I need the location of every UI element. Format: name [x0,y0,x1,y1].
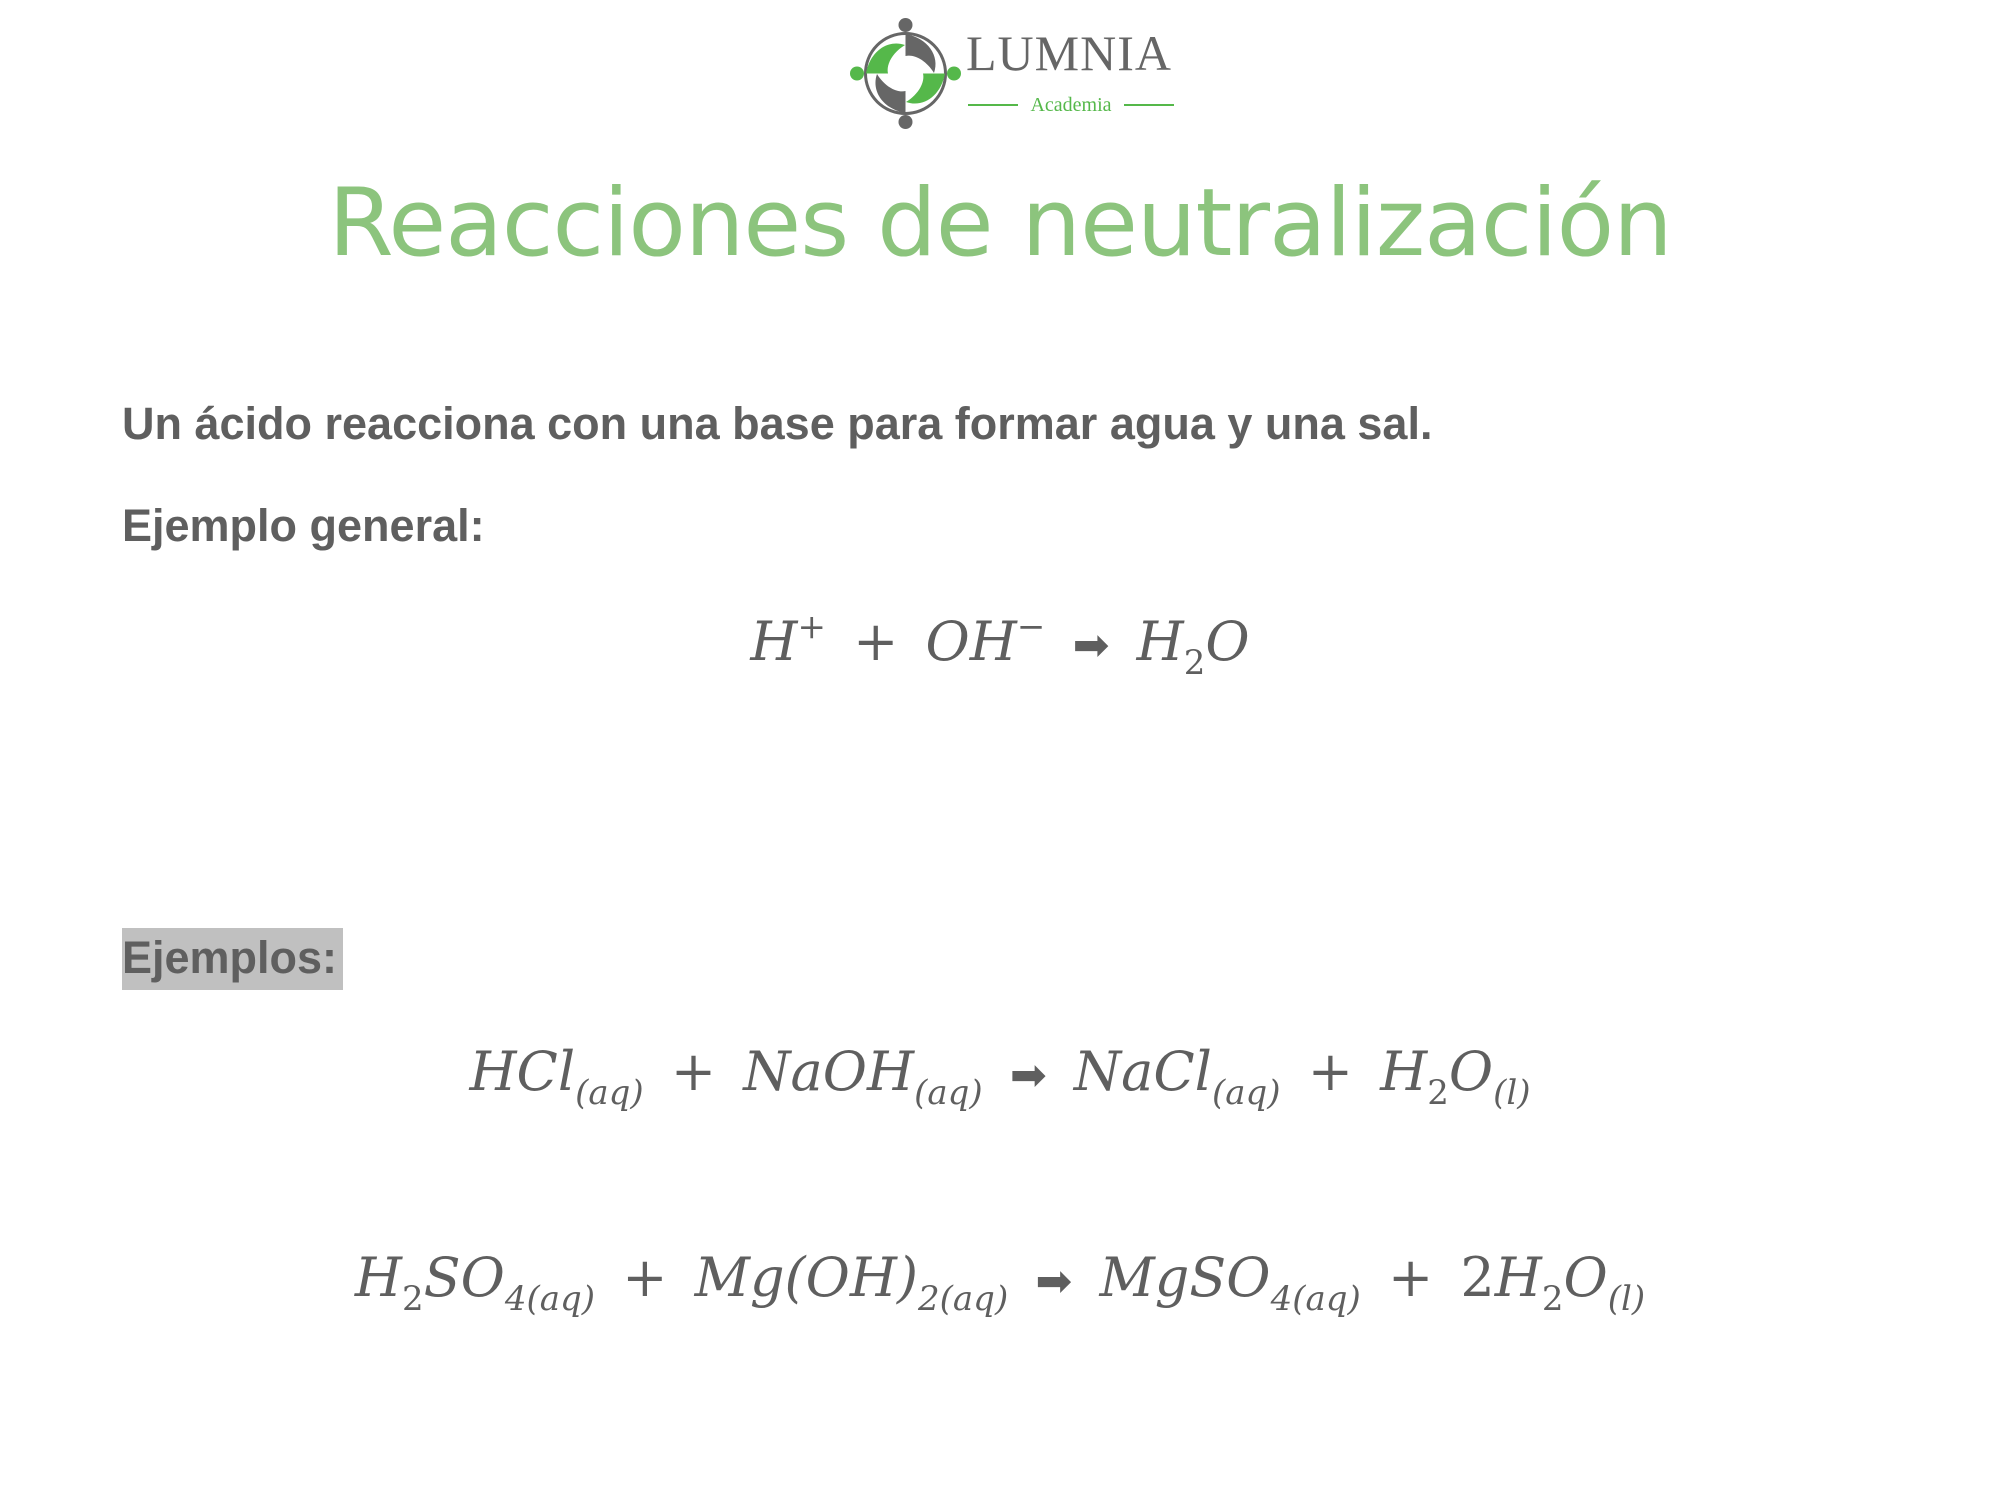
eq-general-h-charge: + [797,607,826,647]
logo-name: LUMNIA [966,25,1172,81]
general-equation [0,607,2000,683]
example-equation-2 [0,1246,2000,1319]
general-example-label: Ejemplo general: [122,500,485,551]
eq1-product-1: NaCl [1073,1040,1212,1103]
eq1-product-2-h: H [1380,1040,1428,1103]
eq1-plus-2: + [1307,1040,1353,1103]
eq2-product-2-coef: 2 [1460,1246,1495,1309]
eq2-plus-2: + [1387,1246,1434,1309]
lumnia-logo-icon [848,16,963,131]
logo-rule-left [968,104,1018,106]
eq2-product-1-sub: 4(aq) [1270,1279,1361,1319]
eq1-product-2-o: O [1448,1040,1494,1103]
logo-rule-right [1124,104,1174,106]
eq2-reactant-2: Mg(OH) [694,1246,919,1309]
eq-general-h: H [750,610,798,673]
eq-general-water-h: H [1136,610,1184,673]
eq1-reactant-1: HCl [469,1040,576,1103]
eq2-reactant-1-sub1: 2 [401,1279,424,1319]
eq1-reactant-2: NaOH [743,1040,915,1103]
eq2-reactant-1-h: H [354,1246,402,1309]
logo-subtitle-row [968,90,1174,120]
eq2-reactant-2-sub: 2(aq) [918,1279,1009,1319]
reaction-arrow-icon: ➡ [1035,1256,1073,1307]
eq2-reactant-1-so: SO [423,1246,505,1309]
eq1-product-2-sub: 2 [1427,1073,1449,1113]
eq2-product-2-o: O [1563,1246,1608,1309]
eq2-product-2-state: (l) [1607,1279,1646,1319]
eq-general-water-sub: 2 [1183,643,1206,683]
eq1-plus-1: + [670,1040,717,1103]
eq1-product-2-state: (l) [1493,1073,1531,1113]
examples-label: Ejemplos: [122,928,343,990]
reaction-arrow-icon: ➡ [1072,620,1110,671]
eq1-product-1-state: (aq) [1211,1073,1281,1113]
eq-general-plus: + [853,610,899,673]
eq2-reactant-1-sub2: 4(aq) [504,1279,596,1319]
page-title: Reacciones de neutralización [328,169,1672,278]
eq1-reactant-1-state: (aq) [575,1073,644,1113]
eq2-product-1: MgSO [1099,1246,1271,1309]
eq1-reactant-2-state: (aq) [914,1073,983,1113]
reaction-arrow-icon: ➡ [1009,1050,1047,1101]
eq-general-oh-charge: − [1016,607,1046,647]
eq2-product-2-sub: 2 [1541,1279,1564,1319]
eq2-plus-1: + [622,1246,668,1309]
definition-text: Un ácido reacciona con una base para formar agua y una sal. [122,398,1433,449]
eq-general-water-o: O [1205,610,1250,673]
example-equation-1 [0,1040,2000,1113]
lumnia-logo [848,16,1178,131]
logo-subtitle: Academia [1030,93,1112,116]
eq2-product-2-h: H [1494,1246,1542,1309]
eq-general-oh: OH [925,610,1017,673]
